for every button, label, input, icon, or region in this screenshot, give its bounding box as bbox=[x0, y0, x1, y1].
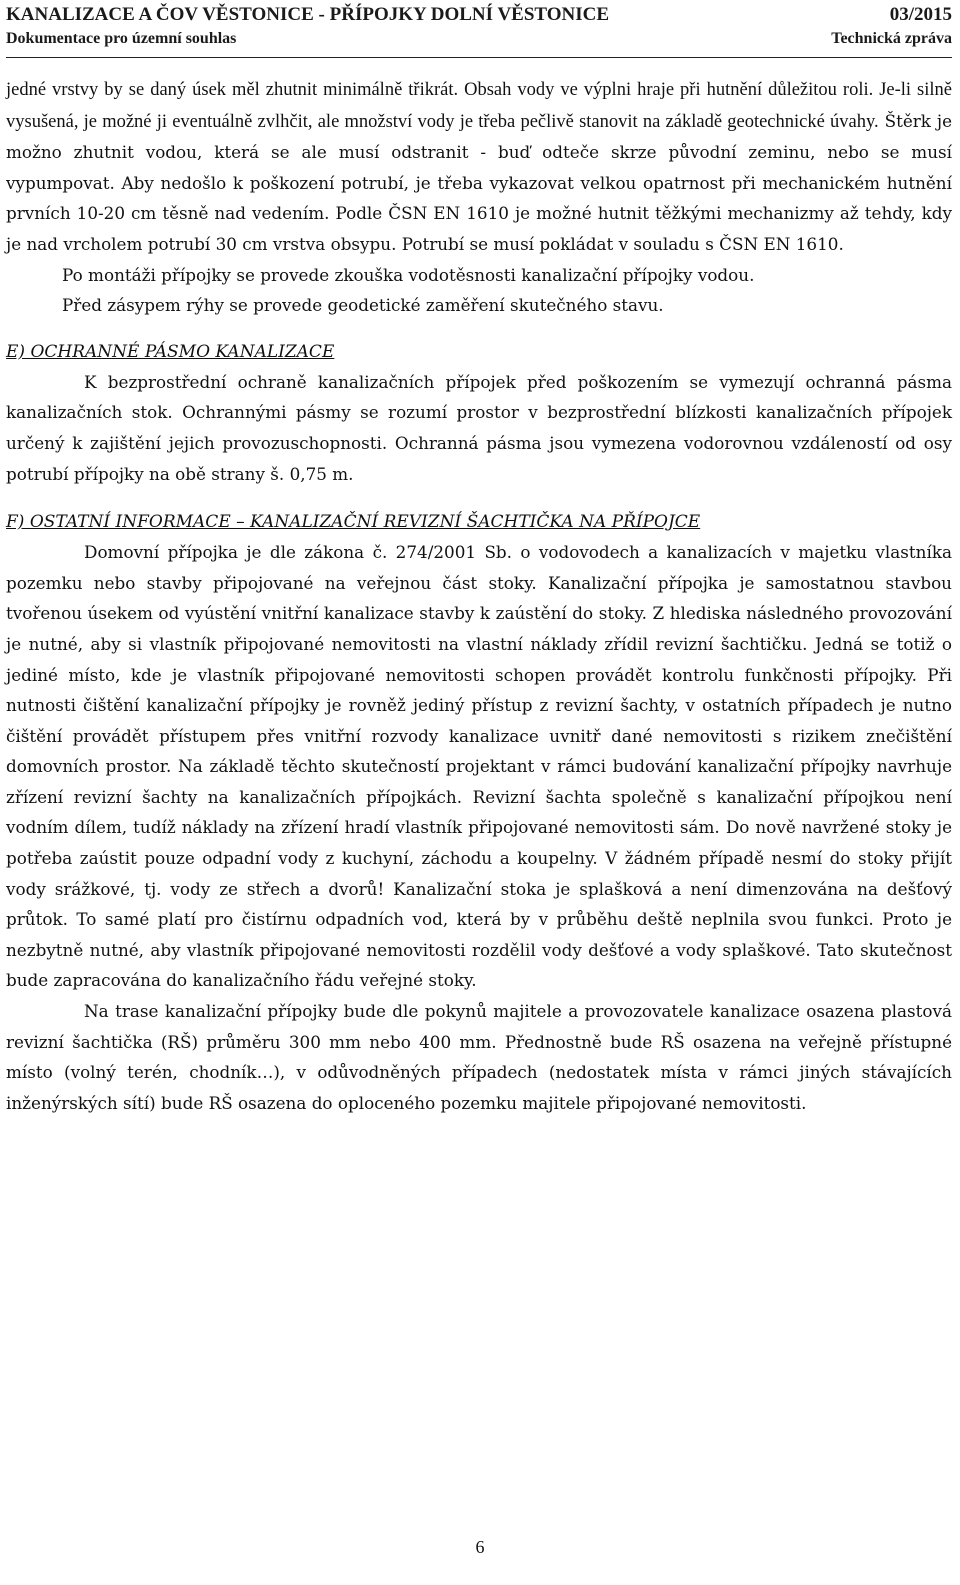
section-f-heading: F) OSTATNÍ INFORMACE – KANALIZAČNÍ REVIZNÍ ŠACHTIČKA NA PŘÍPOJCE bbox=[6, 512, 701, 533]
survey-line: Před zásypem rýhy se provede geodetické zaměření skutečného stavu. bbox=[62, 295, 664, 316]
section-f-paragraph-2: Na trase kanalizační přípojky bude dle pokynů majitele a provozovatele kanalizace osazena plastová revizní šachtička (RŠ) průměru 300 mm nebo 400 mm. Přednostně bude RŠ osazena na veřejně přístupné místo (volný terén, chodník…), v odůvodněných případech (nedostatek místa v rámci jiných stávajících inženýrských sítí) bude RŠ osazena do oploceného pozemku majitele připojované nemovitosti. bbox=[6, 1001, 952, 1113]
document-body bbox=[6, 74, 952, 1118]
test-line: Po montáži přípojky se provede zkouška vodotěsnosti kanalizační přípojky vodou. bbox=[62, 264, 755, 285]
intro-paragraph bbox=[6, 74, 952, 260]
page-number: 6 bbox=[475, 1537, 485, 1557]
header-date: 03/2015 bbox=[889, 4, 952, 25]
page-header bbox=[6, 2, 952, 50]
header-report-type: Technická zpráva bbox=[831, 30, 952, 47]
intro-serif-text: jedné vrstvy by se daný úsek měl zhutnit minimálně třikrát. Obsah vody ve výplni hraje při hutnění důležitou roli. Je-li silně vysušená, je možné ji eventuálně zvlhčit, ale množství vody je třeba pečlivě stanovit na základě geotechnické úvahy. bbox=[6, 80, 952, 132]
header-project-title: KANALIZACE A ČOV VĚSTONICE - PŘÍPOJKY DOLNÍ VĚSTONICE bbox=[6, 4, 610, 25]
section-e-paragraph: K bezprostřední ochraně kanalizačních přípojek před poškozením se vymezují ochranná pásma kanalizačních stok. Ochrannými pásmy se rozumí prostor v bezprostřední blízkosti kanalizačních přípojek určený k zajištění jejich provozuschopnosti. Ochranná pásma jsou vymezena vodorovnou vzdáleností od osy potrubí přípojky na obě strany š. 0,75 m. bbox=[6, 371, 952, 484]
header-divider bbox=[6, 57, 952, 58]
section-f-paragraph-1: Domovní přípojka je dle zákona č. 274/2001 Sb. o vodovodech a kanalizacích v majetku vlastníka pozemku nebo stavby připojované na veřejnou část stoky. Kanalizační přípojka je samostatnou stavbou tvořenou úsekem od vyústění vnitřní kanalizace stavby k zaústění do stoky. Z hlediska následného provozování je nutné, aby si vlastník připojované nemovitosti na vlastní náklady zřídil revizní šachtičku. Jedná se totiž o jediné místo, kde je vlastník připojované nemovitosti schopen provádět kontrolu funkčnosti přípojky. Při nutnosti čištění kanalizační přípojky je rovněž jediný přístup z revizní šachty, v ostatních případech je nutno čištění provádět přístupem přes vnitřní rozvody kanalizace uvnitř dané nemovitosti s rizikem znečištění domovních prostor. Na základě těchto skutečností projektant v rámci budování kanalizační přípojky navrhuje zřízení revizní šachty na kanalizačních přípojkách. Revizní šachta společně s kanalizační přípojkou není vodním dílem, tudíž náklady na zřízení hradí vlastník připojované nemovitosti sám. Do nově navržené stoky je potřeba zaústit pouze odpadní vody z kuchyní, záchodu a koupelny. V žádném případě nesmí do stoky přijít vody srážkové, tj. vody ze střech a dvorů! Kanalizační stoka je splašková a není dimenzována na dešťový průtok. To samé platí pro čistírnu odpadních vod, která by v průběhu deště neplnila svou funkci. Proto je nezbytně nutné, aby vlastník připojované nemovitosti rozdělil vody dešťové a vody splaškové. Tato skutečnost bude zapracována do kanalizačního řádu veřejné stoky. bbox=[6, 542, 952, 991]
header-document-type: Dokumentace pro územní souhlas bbox=[6, 30, 237, 47]
intro-sans-text: Štěrk je možno zhutnit vodou, která se ale musí odstranit - buď odteče skrze původní zeminu, nebo se musí vypumpovat. Aby nedošlo k poškození potrubí, je třeba vykazovat velkou opatrnost při mechanickém hutnění prvních 10-20 cm těsně nad vedením. Podle ČSN EN 1610 je možné hutnit těžkými mechanizmy až tehdy, kdy je nad vrcholem potrubí 30 cm vrstva obsypu. Potrubí se musí pokládat v souladu s ČSN EN 1610. bbox=[6, 110, 952, 254]
section-e-heading: E) OCHRANNÉ PÁSMO KANALIZACE bbox=[6, 341, 335, 362]
